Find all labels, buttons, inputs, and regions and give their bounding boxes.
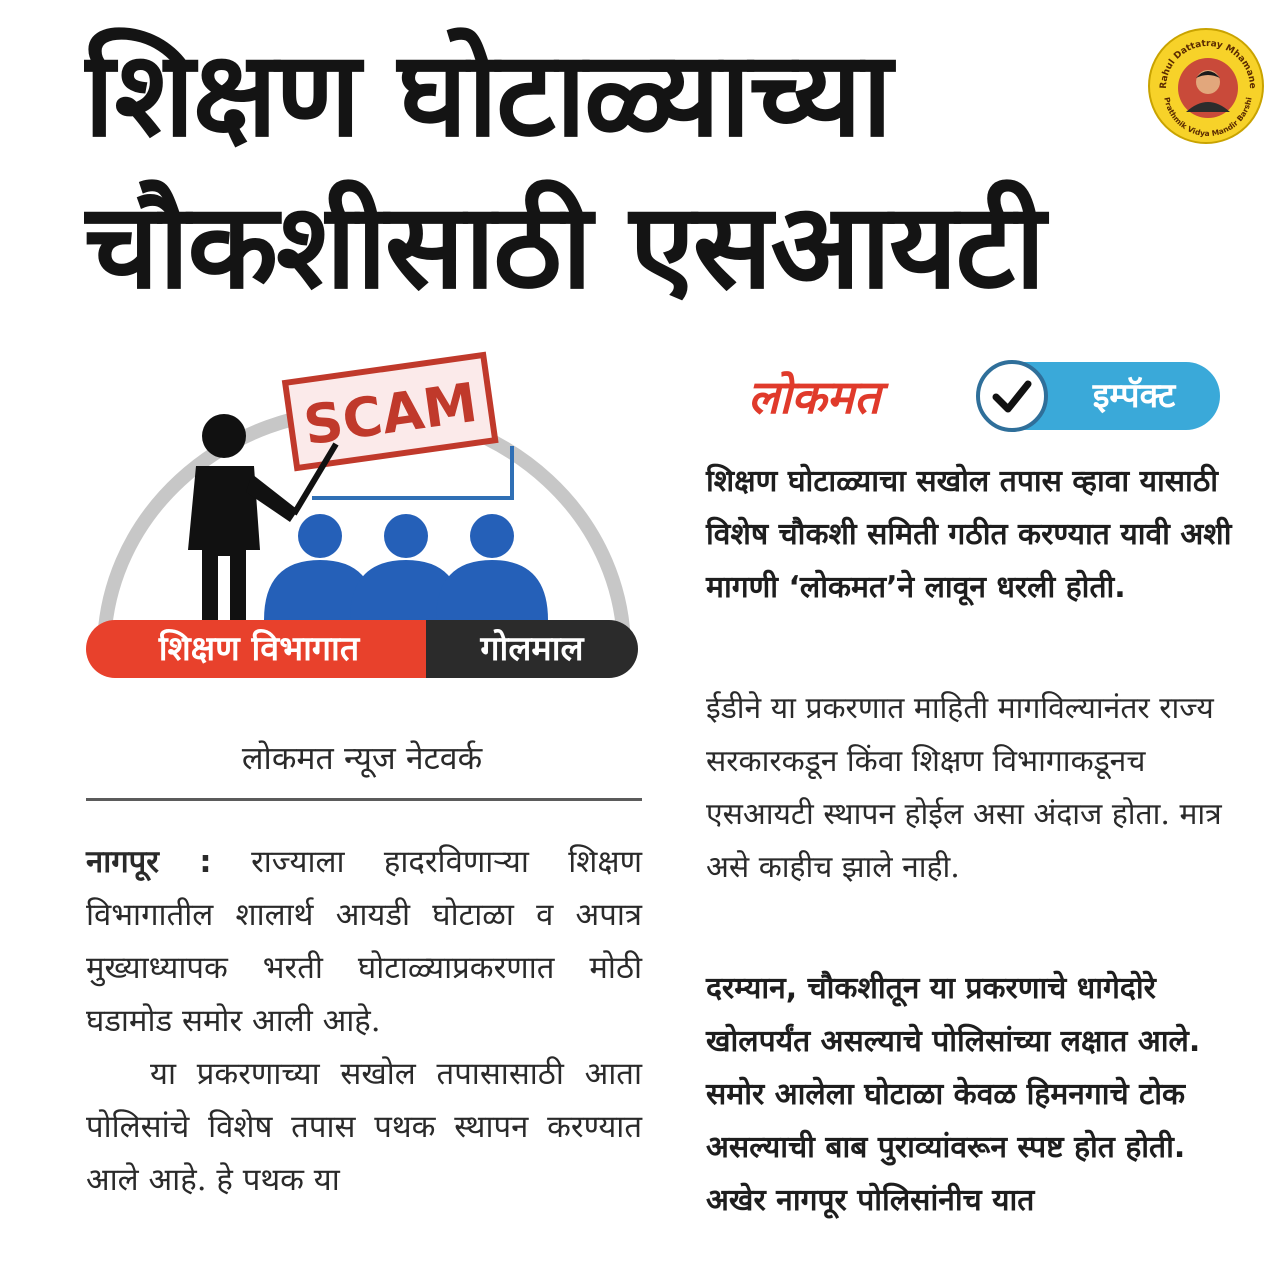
- left-article-body: [86, 836, 642, 1207]
- right-paragraph-1: शिक्षण घोटाळ्याचा सखोल तपास व्हावा यासाठी विशेष चौकशी समिती गठीत करण्यात यावी अशी मागणी ‘लोकमत’ने लावून धरली होती.: [706, 464, 1232, 605]
- badge-logo: [1150, 30, 1266, 146]
- right-paragraph-2: ईडीने या प्रकरणात माहिती मागविल्यानंतर राज्य सरकारकडून किंवा शिक्षण विभागाकडूनच एसआयटी स्थापन होईल असा अंदाज होता. मात्र असे काहीच झाले नाही.: [706, 691, 1222, 885]
- divider: [86, 798, 642, 801]
- impact-label: इम्पॅक्ट: [1092, 376, 1176, 416]
- right-paragraph-3: दरम्यान, चौकशीतून या प्रकरणाचे धागेदोरे खोलपर्यंत असल्याचे पोलिसांच्या लक्षात आले. समोर आलेला घोटाळा केवळ हिमनगाचे टोक असल्याची बाब पुराव्यांवरून स्पष्ट होत होती. अखेर नागपूर पोलिसांनीच यात: [706, 971, 1201, 1218]
- headline-line-1: शिक्षण घोटाळ्याच्या: [84, 25, 891, 163]
- check-icon: [976, 360, 1048, 432]
- banner-right: गोलमाल: [426, 620, 638, 678]
- left-paragraph-1-text: राज्याला हादरविणाऱ्या शिक्षण विभागातील शालार्थ आयडी घोटाळा व अपात्र मुख्याध्यापक भरती घोटाळ्याप्रकरणात मोठी घडामोड समोर आली आहे.: [86, 844, 642, 1039]
- banner-left: शिक्षण विभागात: [86, 620, 432, 678]
- headline-line-2: चौकशीसाठी एसआयटी: [84, 177, 1044, 315]
- lokmat-brand: लोकमत: [748, 370, 881, 424]
- byline: लोकमत न्यूज नेटवर्क: [241, 739, 483, 777]
- dateline: नागपूर :: [86, 844, 212, 880]
- badge-top-text: Rahul Dattatray Mhamane: [1158, 38, 1258, 90]
- headline: [84, 18, 1204, 322]
- scam-stamp-text: SCAM: [299, 370, 482, 458]
- left-paragraph-2: या प्रकरणाच्या सखोल तपासासाठी आता पोलिसांचे विशेष तपास पथक स्थापन करण्यात आले आहे. हे पथक या: [86, 1056, 642, 1198]
- badge-bottom-text: Prathmik Vidya Mandir Barshi: [1162, 96, 1254, 139]
- lokmat-impact-logo: [748, 358, 1223, 438]
- profile-badge: [1148, 28, 1264, 144]
- left-paragraph-1: [86, 836, 642, 1048]
